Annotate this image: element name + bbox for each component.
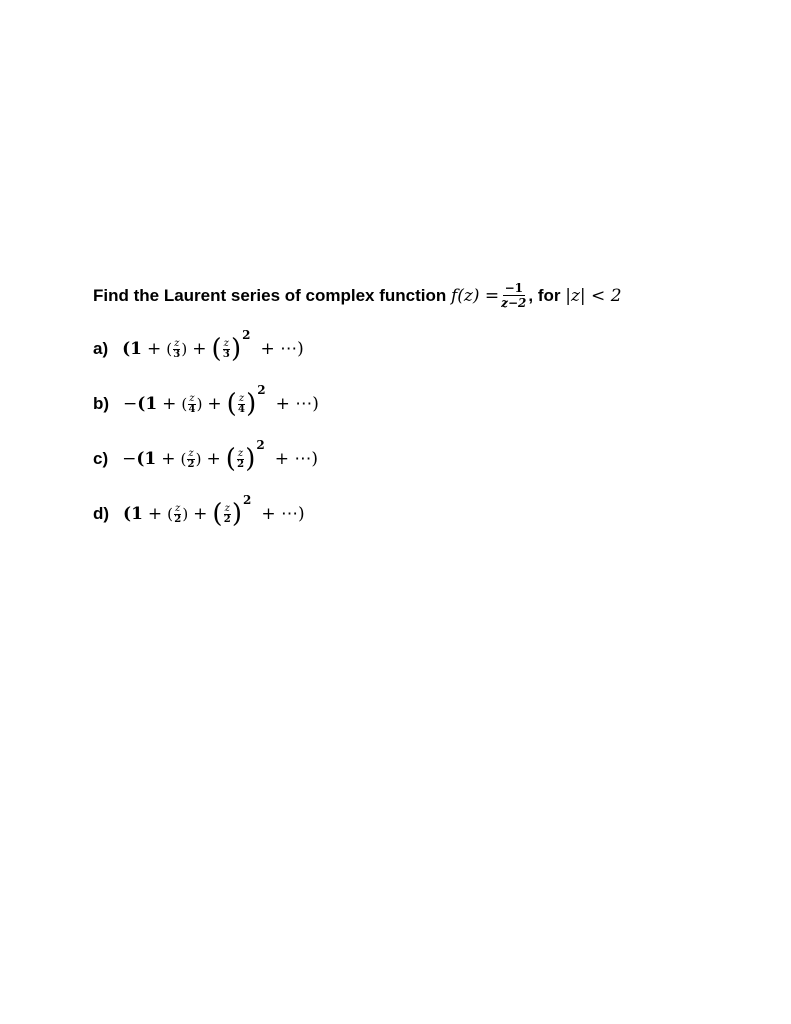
- option-a[interactable]: [93, 328, 304, 364]
- term-var: z: [224, 502, 230, 514]
- option-b[interactable]: [93, 383, 319, 419]
- expr-plus: +: [147, 339, 162, 359]
- term-power: 2: [257, 383, 266, 397]
- expr-plus: +: [193, 504, 208, 524]
- term-var: z: [223, 337, 229, 349]
- option-label: d): [93, 504, 110, 523]
- expr-plus: +: [192, 339, 207, 359]
- term-var: z: [189, 392, 195, 404]
- option-label: a): [93, 339, 109, 358]
- term-denom: 4: [188, 403, 196, 415]
- term-denom: 2: [187, 458, 195, 470]
- term-var: z: [238, 392, 245, 404]
- expr-open: (1: [122, 339, 142, 359]
- term-linear: ( z 2 ): [180, 447, 202, 470]
- fraction-numerator: −1: [504, 281, 523, 295]
- question-prompt: Find the Laurent series of complex function: [93, 285, 447, 305]
- term-squared: ( z 3 ) 2: [211, 328, 251, 364]
- condition: |z| < 2: [565, 285, 622, 306]
- term-var: z: [174, 337, 180, 349]
- term-denom: 2: [174, 513, 182, 525]
- term-linear: ( z 4 ): [181, 392, 203, 415]
- term-var: z: [237, 447, 244, 459]
- term-linear: ( z 3 ): [166, 337, 188, 360]
- expr-prefix: −: [122, 449, 137, 469]
- expr-tail: + ⋯): [274, 449, 318, 469]
- expr-tail: + ⋯): [261, 504, 305, 524]
- term-squared: ( z 2 ) 2: [212, 493, 252, 529]
- expr-open: (1: [136, 449, 157, 469]
- term-power: 2: [256, 438, 265, 452]
- option-label: c): [93, 449, 109, 468]
- term-var: z: [175, 502, 181, 514]
- term-power: 2: [243, 493, 252, 507]
- term-denom: 3: [222, 348, 230, 360]
- condition-prefix: , for: [528, 285, 561, 305]
- option-c[interactable]: [93, 438, 318, 474]
- option-expression: [122, 328, 304, 364]
- option-d[interactable]: [93, 493, 305, 529]
- term-power: 2: [242, 328, 251, 342]
- expr-plus: +: [206, 449, 221, 469]
- term-denom: 2: [237, 458, 245, 470]
- expr-plus: +: [207, 394, 222, 414]
- term-var: z: [188, 447, 194, 459]
- expr-tail: + ⋯): [260, 339, 304, 359]
- expr-prefix: −: [123, 394, 138, 414]
- term-squared: ( z 4 ) 2: [226, 383, 266, 419]
- term-denom: 4: [237, 403, 245, 415]
- expr-plus: +: [162, 394, 177, 414]
- term-linear: ( z 2 ): [167, 502, 189, 525]
- expr-open: (1: [123, 504, 143, 524]
- question-text: [93, 282, 622, 309]
- option-expression: [123, 493, 305, 529]
- option-expression: [122, 438, 318, 474]
- expr-plus: +: [161, 449, 176, 469]
- term-denom: 3: [173, 348, 181, 360]
- term-denom: 2: [223, 513, 231, 525]
- fraction-denominator: z−2: [501, 296, 527, 310]
- expr-plus: +: [147, 504, 163, 524]
- option-label: b): [93, 394, 110, 413]
- function-lhs: f(z) =: [451, 285, 500, 306]
- expr-tail: + ⋯): [275, 394, 319, 414]
- expr-open: (1: [137, 394, 158, 414]
- function-fraction: [501, 282, 526, 309]
- option-expression: [123, 383, 319, 419]
- term-squared: ( z 2 ) 2: [225, 438, 265, 474]
